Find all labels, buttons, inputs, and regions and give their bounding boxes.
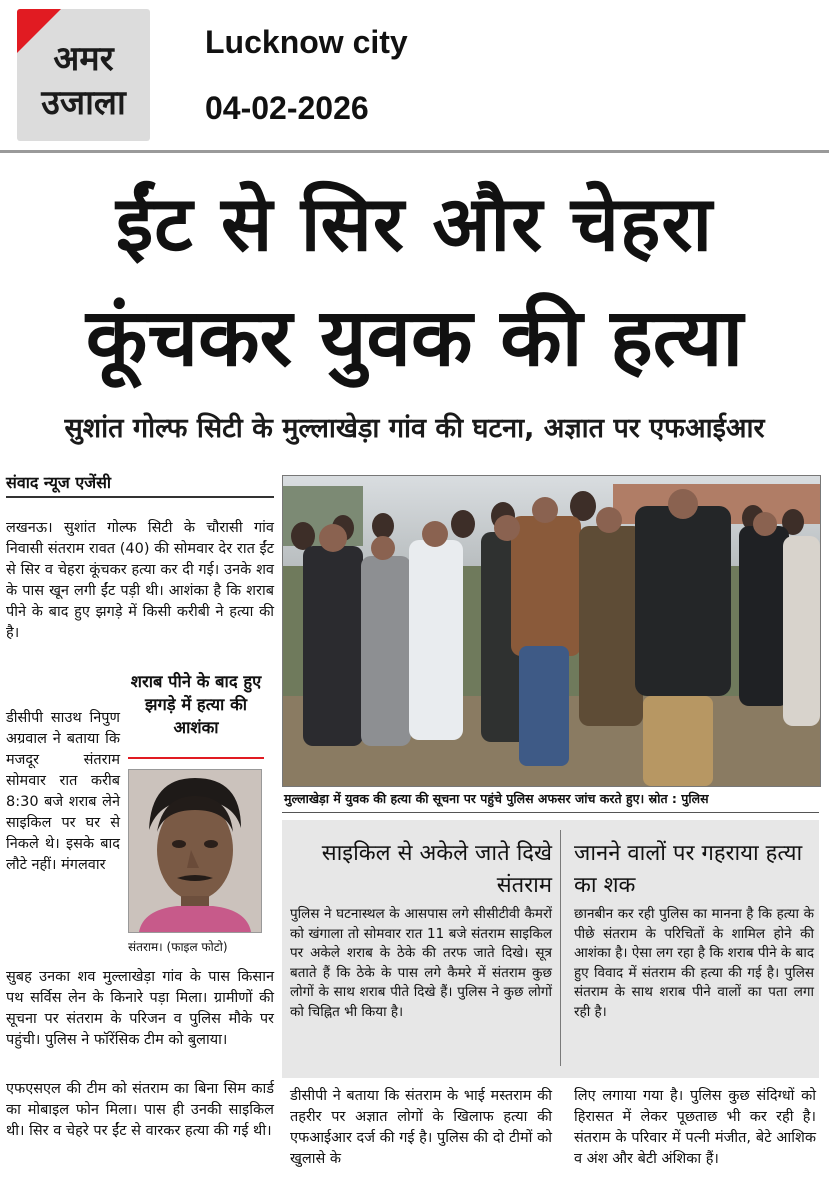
crime-scene-photo	[282, 475, 821, 787]
headline-line2: कूंचकर युवक की हत्या	[85, 291, 744, 384]
crime-scene-illustration	[283, 476, 820, 786]
sidebar-box-divider	[560, 830, 561, 1066]
edition-city: Lucknow city	[205, 24, 408, 60]
article-paragraph-intro: लखनऊ। सुशांत गोल्फ सिटी के चौरासी गांव निवासी संतराम रावत (40) की सोमवार देर रात ईंट से सिर व चेहरा कूंचकर हत्या कर दी गई। उनके शव के पास खून लगी ईंट पड़ी थी। आशंका है कि शराब पीने के बाद हुए झगड़े में किसी करीबी ने हत्या की है।	[6, 520, 274, 641]
victim-photo-caption: संतराम। (फाइल फोटो)	[128, 940, 228, 954]
logo-text-line1: अमर	[53, 39, 114, 79]
sidebar-story2-title: जानने वालों पर गहराया हत्या का शक	[574, 841, 803, 898]
sidebar-story1-title: साइकिल से अकेले जाते दिखे संतराम	[321, 841, 552, 898]
amar-ujala-logo	[17, 9, 150, 141]
sidebar-story2-text: छानबीन कर रही पुलिस का मानना है कि हत्या के पीछे संतराम के परिचितों के शामिल होने की आशंका है। ऐसा लग रहा है कि शराब पीने के बाद हुए विवाद में संतराम की हत्या की गई है। पुलिस संतराम के साथ शराब पीने वालों का पता लगा रही है।	[574, 906, 814, 1020]
photo-caption: मुल्लाखेड़ा में युवक की हत्या की सूचना पर पहुंचे पुलिस अफसर जांच करते हुए। स्रोत : पुलिस	[284, 791, 709, 806]
victim-portrait-illustration	[129, 770, 261, 932]
byline: संवाद न्यूज एजेंसी	[6, 473, 112, 492]
subheadline: सुशांत गोल्फ सिटी के मुल्लाखेड़ा गांव की घटना, अज्ञात पर एफआईआर	[64, 413, 765, 444]
article-paragraph-family: लिए लगाया गया है। पुलिस कुछ संदिग्धों को हिरासत में लेकर पूछताछ भी कर रही है। संतराम के परिवार में पत्नी मंजीत, बेटे आशिक व अंश और बेटी अंशिका हैं।	[574, 1088, 816, 1167]
logo-text-line2: उजाला	[41, 83, 126, 123]
pull-quote-divider	[128, 757, 264, 759]
byline-divider	[6, 496, 274, 498]
photo-caption-divider	[282, 812, 819, 813]
article-paragraph-fsl: एफएसएल की टीम को संतराम का बिना सिम कार्ड का मोबाइल फोन मिला। पास ही उनकी साइकिल थी। सिर व चेहरे पर ईंट से वारकर हत्या की गई थी।	[6, 1081, 274, 1139]
article-paragraph-fir: डीसीपी ने बताया कि संतराम के भाई मस्तराम की तहरीर पर अज्ञात लोगों के खिलाफ हत्या की एफआईआर दर्ज की गई है। पुलिस की दो टीमों को खुलासे के	[290, 1088, 552, 1167]
pull-quote: शराब पीने के बाद हुए झगड़े में हत्या की आशंका	[130, 672, 262, 737]
header-divider	[0, 150, 829, 153]
headline-line1: ईंट से सिर और चेहरा	[115, 179, 714, 268]
edition-date: 04-02-2026	[205, 90, 369, 126]
article-paragraph-narrow: डीसीपी साउथ निपुण अग्रवाल ने बताया कि मजदूर संतराम सोमवार रात करीब 8:30 बजे शराब लेने साइकिल पर घर से निकले थे। इसके बाद लौटे नहीं। मंगलवार	[6, 710, 120, 873]
victim-photo	[128, 769, 262, 933]
sidebar-story1-text: पुलिस ने घटनास्थल के आसपास लगे सीसीटीवी कैमरों को खंगाला तो सोमवार रात 11 बजे संतराम साइकिल पर अकेले शराब के ठेके की तरफ जाते दिखे। सूत्र बताते हैं कि ठेके के पास लगे कैमरे में संतराम कुछ लोगों के साथ शराब पीते दिखे हैं। पुलिस ने कुछ लोगों को चिह्नित भी किया है।	[290, 906, 552, 1020]
article-paragraph-continued: सुबह उनका शव मुल्लाखेड़ा गांव के पास किसान पथ सर्विस लेन के किनारे पड़ा मिला। ग्रामीणों की सूचना पर संतराम के परिजन व पुलिस मौके पर पहुंची। पुलिस ने फॉरेंसिक टीम को बुलाया।	[6, 969, 274, 1048]
